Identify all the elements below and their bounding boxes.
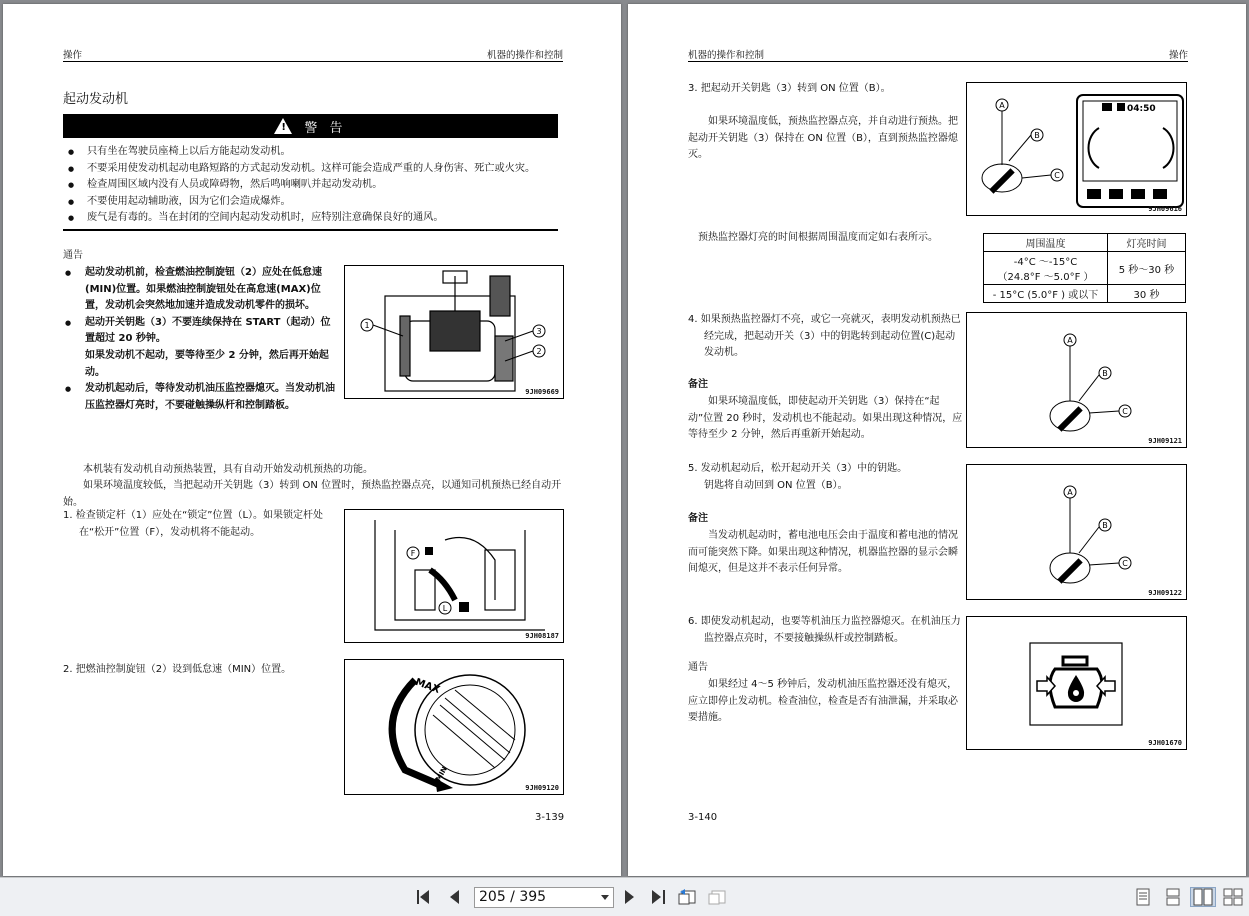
callout-label: A: [1067, 488, 1073, 497]
figure-code: 9JH09122: [1148, 589, 1182, 597]
table-header: 周围温度: [984, 234, 1108, 252]
list-item: ● 不要采用使发动机起动电路短路的方式起动发动机。这样可能会造成严重的人身伤害、死亡或火灾。: [63, 161, 558, 178]
callout-label: B: [1102, 369, 1108, 378]
table-cell: 5 秒～30 秒: [1108, 252, 1186, 285]
first-page-button[interactable]: [414, 887, 436, 907]
figure-key-switch-2: [966, 464, 1187, 600]
monitor-clock: 04:50: [1127, 104, 1156, 114]
figure-cab-controls: [344, 265, 564, 399]
callout-label: B: [1034, 131, 1040, 140]
figure-code: 9JH08187: [525, 632, 559, 640]
warning-label: 警 告: [304, 120, 347, 136]
key-switch-drawing: [967, 465, 1187, 600]
go-back-view-button[interactable]: [676, 887, 698, 907]
remark-2: 当发动机起动时，蓄电池电压会由于温度和蓄电池的情况而可能突然下降。如果出现这种情况，机器监控器的显示会瞬间熄灭，但是这并不表示任何异常。: [688, 530, 958, 575]
figure-lock-lever: [344, 509, 564, 643]
callout-label: 1: [364, 321, 370, 330]
table-cell: - 15°C (5.0°F ) 或以下: [984, 285, 1108, 303]
warning-end-rule: [63, 229, 558, 231]
step-3: 3. 把起动开关钥匙（3）转到 ON 位置（B）。: [688, 83, 891, 94]
figure-code: 9JH09669: [525, 388, 559, 396]
callout-label: A: [1067, 336, 1073, 345]
chevron-down-icon: [601, 895, 609, 900]
previous-page-button[interactable]: [444, 887, 464, 907]
notice-list: [63, 265, 339, 414]
go-forward-view-button[interactable]: [706, 887, 728, 907]
warning-icon: !: [274, 118, 292, 134]
list-item: ● 检查周围区域内没有人员或障碍物，然后鸣响喇叭并起动发动机。: [63, 177, 558, 194]
list-item: ● 只有坐在驾驶员座椅上以后方能起动发动机。: [63, 144, 558, 161]
callout-label: A: [999, 101, 1005, 110]
figure-code: 9JH09120: [525, 784, 559, 792]
list-item: ● 发动机起动后，等待发动机油压监控器熄灭。当发动机油压监控器灯亮时，不要碰触操纵杆和控制踏板。: [63, 381, 339, 414]
remark-1: 如果环境温度低，即使起动开关钥匙（3）保持在“起动”位置 20 秒时，发动机也不能起动。如果出现这种情况，应等待至少 2 分钟，然后再重新开始起动。: [688, 396, 963, 441]
table-header: 灯亮时间: [1108, 234, 1186, 252]
two-page-continuous-icon: [1223, 888, 1243, 906]
back-view-icon: [677, 888, 697, 906]
callout-label: C: [1054, 171, 1060, 180]
list-item: ● 不要使用起动辅助液，因为它们会造成爆炸。: [63, 194, 558, 211]
callout-label: F: [410, 549, 416, 558]
page-number: 3-140: [688, 812, 718, 823]
two-page-icon: [1193, 888, 1213, 906]
min-label: MIN: [434, 765, 449, 783]
page-number: 3-139: [535, 812, 565, 823]
two-page-view-button[interactable]: [1190, 887, 1216, 907]
figure-code: 9JH09616: [1148, 205, 1182, 213]
figure-code: 9JH01670: [1148, 739, 1182, 747]
viewer-toolbar: [0, 877, 1249, 916]
lock-lever-drawing: [345, 510, 564, 643]
callout-label: 3: [536, 327, 542, 336]
paragraph: 本机装有发动机自动预热装置，具有自动开始发动机预热的功能。: [83, 464, 373, 475]
previous-page-icon: [447, 889, 461, 905]
single-page-icon: [1135, 888, 1151, 906]
fuel-dial-drawing: [345, 660, 564, 795]
last-page-button[interactable]: [646, 887, 668, 907]
right-page: [628, 4, 1246, 876]
two-page-continuous-button[interactable]: [1222, 887, 1244, 907]
table-cell: -4°C ～-15°C （24.8°F ～5.0°F ）: [984, 252, 1108, 285]
warning-bar: [63, 114, 558, 138]
header-right: 机器的操作和控制: [486, 50, 563, 61]
step-5: 5. 发动机起动后，松开起动开关（3）中的钥匙。: [688, 463, 908, 474]
first-page-icon: [416, 889, 434, 905]
header-left: 操作: [63, 50, 83, 61]
callout-label: C: [1122, 407, 1128, 416]
header-right: 操作: [1168, 50, 1188, 61]
remark-title: 备注: [688, 513, 708, 524]
step-3-paragraph: 如果环境温度低，预热监控器点亮，并自动进行预热。把起动开关钥匙（3）保持在 ON 位置（B），直到预热监控器熄灭。: [688, 116, 958, 161]
continuous-view-button[interactable]: [1162, 887, 1184, 907]
header-left: 机器的操作和控制: [688, 50, 765, 61]
step-5-paragraph: 钥匙将自动回到 ON 位置（B）。: [704, 480, 848, 491]
step-6: 6. 即使发动机起动，也要等机油压力监控器熄灭。在机油压力监控器点亮时，不要接触操纵杆或控制踏板。: [688, 616, 961, 644]
page-indicator: 205 / 395: [479, 889, 547, 905]
paragraph: 如果环境温度较低，当把起动开关钥匙（3）转到 ON 位置时，预热监控器点亮，以通知司机预热已经自动开始。: [63, 480, 562, 508]
key-monitor-drawing: [967, 83, 1187, 216]
oil-pressure-icon: [967, 617, 1187, 750]
next-page-icon: [623, 889, 637, 905]
figure-key-monitor: [966, 82, 1187, 216]
callout-label: B: [1102, 521, 1108, 530]
section-title: 起动发动机: [63, 92, 129, 107]
page-number-field[interactable]: [474, 887, 614, 908]
table-intro: 预热监控器灯亮的时间根据周围温度而定如右表所示。: [698, 232, 938, 243]
list-item: ● 废气是有毒的。当在封闭的空间内起动发动机时，应特别注意确保良好的通风。: [63, 210, 558, 227]
header-rule: [63, 61, 563, 62]
next-page-button[interactable]: [620, 887, 640, 907]
last-page-icon: [648, 889, 666, 905]
callout-label: L: [442, 604, 448, 613]
step-2: 2. 把燃油控制旋钮（2）设到低怠速（MIN）位置。: [63, 664, 292, 675]
figure-code: 9JH09121: [1148, 437, 1182, 445]
step-4: 4. 如果预热监控器灯不亮，或它一亮就灭，表明发动机预热已经完成，把起动开关（3）中的钥匙转到起动位置(C)起动发动机。: [688, 314, 961, 359]
callout-label: 2: [536, 347, 542, 356]
figure-fuel-dial: [344, 659, 564, 795]
list-item: ● 起动发动机前，检查燃油控制旋钮（2）应处在低怠速(MIN)位置。如果燃油控制旋钮处在高怠速(MAX)位置，发动机会突然地加速并造成发动机零件的损坏。: [63, 265, 339, 315]
list-item: ● 起动开关钥匙（3）不要连续保持在 START（起动）位置超过 20 秒钟。: [63, 315, 339, 348]
figure-key-switch: [966, 312, 1187, 448]
forward-view-icon: [707, 888, 727, 906]
step-1: 1. 检查锁定杆（1）应处在“锁定”位置（L）。如果锁定杆处在“松开”位置（F），发动机将不能起动。: [63, 510, 324, 538]
single-page-view-button[interactable]: [1132, 887, 1154, 907]
warning-list: [63, 144, 558, 227]
table-cell: 30 秒: [1108, 285, 1186, 303]
notice-title: 通告: [63, 250, 83, 261]
notice-paragraph: 如果经过 4～5 秒钟后，发动机油压监控器还没有熄灭，应立即停止发动机。检查油位，检查是否有油泄漏，并采取必要措施。: [688, 679, 958, 724]
left-page: [3, 4, 621, 876]
callout-label: C: [1122, 559, 1128, 568]
list-item-continued: 如果发动机不起动，要等待至少 2 分钟，然后再开始起动。: [85, 349, 329, 378]
cab-drawing: [345, 266, 564, 399]
figure-oil-pressure: [966, 616, 1187, 750]
notice-title: 通告: [688, 662, 708, 673]
continuous-page-icon: [1165, 888, 1181, 906]
preheat-table: [983, 233, 1186, 303]
max-label: MAX: [413, 676, 442, 696]
key-switch-drawing: [967, 313, 1187, 448]
header-rule: [688, 61, 1188, 62]
remark-title: 备注: [688, 379, 708, 390]
